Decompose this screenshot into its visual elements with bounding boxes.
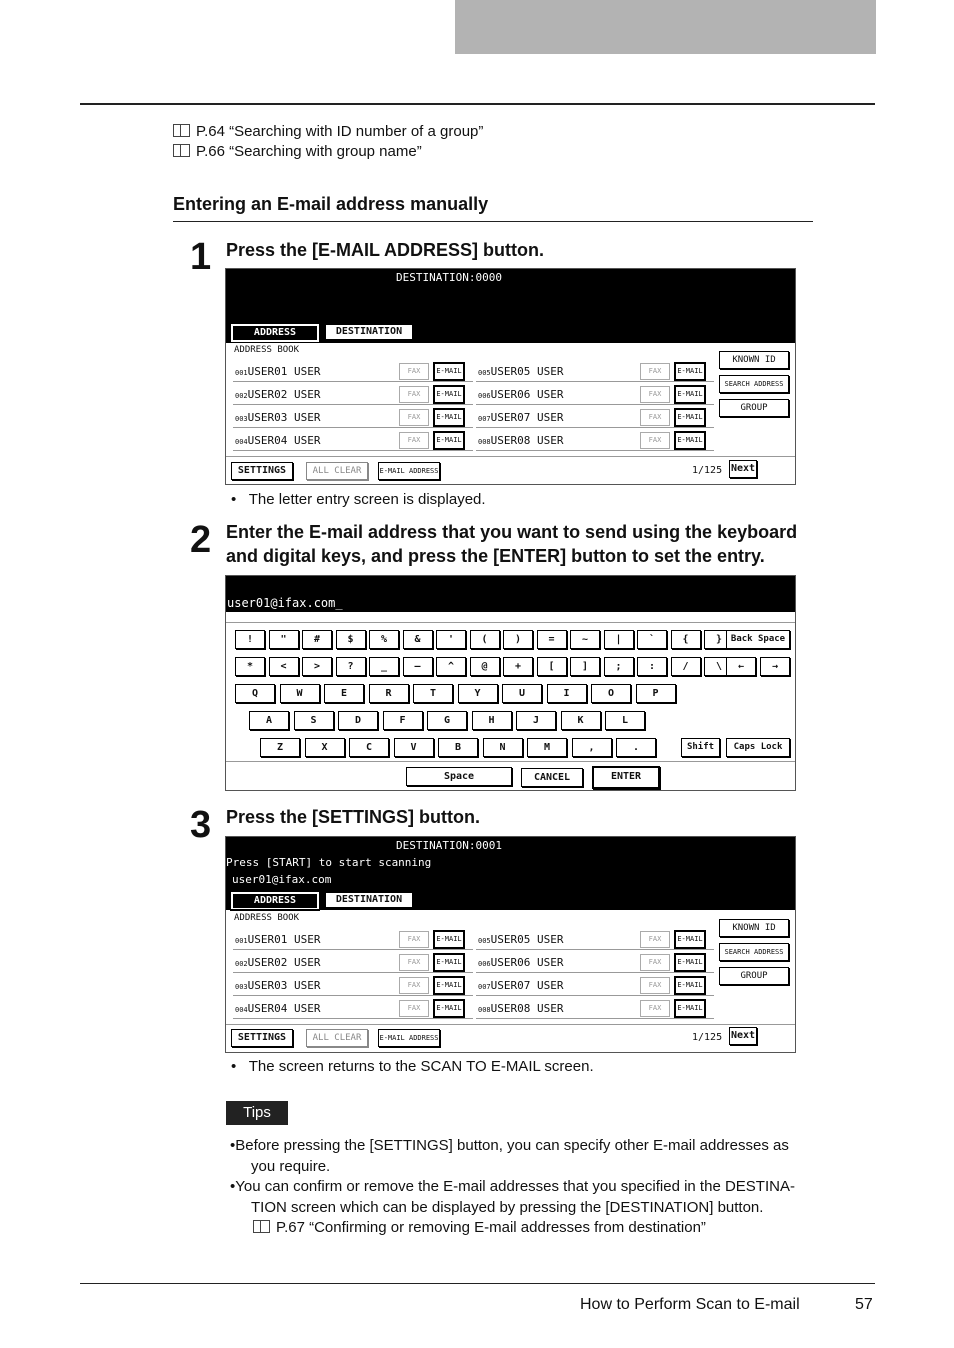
- keyboard-key[interactable]: K: [561, 711, 601, 730]
- step-text: Enter the E-mail address that you want to send using the keyboard and digital keys, and press the [ENTER] button to set the entry.: [226, 522, 798, 566]
- fax-button[interactable]: FAX: [640, 386, 670, 403]
- fax-button[interactable]: FAX: [640, 954, 670, 971]
- keyboard-key[interactable]: (: [470, 630, 500, 649]
- entry-name: USER08 USER: [490, 434, 564, 447]
- fax-button[interactable]: FAX: [399, 363, 429, 380]
- entry-name: USER02 USER: [247, 388, 321, 401]
- book-icon: [173, 144, 190, 157]
- fax-button[interactable]: FAX: [640, 432, 670, 449]
- keyboard-key[interactable]: P: [636, 684, 676, 703]
- keyboard-key[interactable]: ~: [570, 630, 600, 649]
- entry-label: [478, 1002, 564, 1015]
- keyboard-key[interactable]: T: [413, 684, 453, 703]
- keyboard-key[interactable]: A: [249, 711, 289, 730]
- group-button[interactable]: GROUP: [719, 967, 789, 985]
- fax-button[interactable]: FAX: [399, 1000, 429, 1017]
- entry-name: USER08 USER: [490, 1002, 564, 1015]
- address-entry[interactable]: [233, 930, 473, 950]
- keyboard-key[interactable]: }: [704, 630, 734, 649]
- tip-item: •Before pressing the [SETTINGS] button, you can specify other E-mail addresses as you require.: [230, 1137, 789, 1175]
- step-number: 2: [190, 519, 210, 561]
- entry-label: [235, 434, 321, 447]
- all-clear-button[interactable]: ALL CLEAR: [306, 1029, 368, 1047]
- address-entry[interactable]: [476, 362, 714, 382]
- entry-name: USER06 USER: [490, 956, 564, 969]
- address-book-label: ADDRESS BOOK: [234, 913, 300, 923]
- address-entry[interactable]: [233, 999, 473, 1019]
- keyboard-key[interactable]: <: [269, 657, 299, 676]
- keyboard-key[interactable]: S: [294, 711, 334, 730]
- email-button[interactable]: E-MAIL: [674, 408, 706, 427]
- address-entry[interactable]: [233, 976, 473, 996]
- entry-number: 003: [235, 983, 248, 991]
- left-arrow-key[interactable]: ←: [726, 657, 756, 676]
- address-entry[interactable]: [233, 408, 473, 428]
- email-address-button[interactable]: E-MAIL ADDRESS: [378, 462, 440, 480]
- entry-number: 004: [235, 1006, 248, 1014]
- email-button[interactable]: E-MAIL: [674, 999, 706, 1018]
- keyboard-key[interactable]: /: [671, 657, 701, 676]
- email-button[interactable]: E-MAIL: [433, 385, 465, 404]
- entry-label: [235, 979, 321, 992]
- reference-link[interactable]: P.64 “Searching with ID number of a group”: [173, 122, 483, 142]
- keyboard-key[interactable]: {: [671, 630, 701, 649]
- keyboard-key[interactable]: =: [537, 630, 567, 649]
- group-button[interactable]: GROUP: [719, 399, 789, 417]
- entry-name: USER07 USER: [490, 411, 564, 424]
- entry-number: 003: [235, 415, 248, 423]
- address-entry[interactable]: [233, 953, 473, 973]
- keyboard-key[interactable]: >: [302, 657, 332, 676]
- email-address-button[interactable]: E-MAIL ADDRESS: [378, 1029, 440, 1047]
- keyboard-key[interactable]: \: [704, 657, 734, 676]
- entry-label: [478, 933, 564, 946]
- scan-message: Press [START] to start scanning: [226, 856, 432, 869]
- fax-button[interactable]: FAX: [399, 977, 429, 994]
- email-button[interactable]: E-MAIL: [674, 362, 706, 381]
- keyboard-key[interactable]: ,: [572, 738, 612, 757]
- fax-button[interactable]: FAX: [640, 409, 670, 426]
- entry-number: 007: [478, 415, 491, 423]
- address-entry[interactable]: [476, 408, 714, 428]
- keyboard-key[interactable]: _: [369, 657, 399, 676]
- address-entry[interactable]: [233, 431, 473, 451]
- keyboard-key[interactable]: V: [394, 738, 434, 757]
- header-bar: [455, 0, 876, 54]
- keyboard-key[interactable]: R: [369, 684, 409, 703]
- address-entry[interactable]: [233, 362, 473, 382]
- tab-destination[interactable]: DESTINATION: [324, 891, 414, 909]
- address-entry[interactable]: [476, 385, 714, 405]
- entry-number: 002: [235, 960, 248, 968]
- panel-divider: [226, 909, 795, 910]
- fax-button[interactable]: FAX: [399, 954, 429, 971]
- next-button[interactable]: Next: [729, 460, 757, 478]
- keyboard-key[interactable]: Q: [235, 684, 275, 703]
- keyboard-key[interactable]: ^: [436, 657, 466, 676]
- keyboard-bottom-rule: [226, 761, 795, 762]
- entry-name: USER04 USER: [247, 434, 321, 447]
- entry-label: [235, 1002, 321, 1015]
- keyboard-key[interactable]: !: [235, 630, 265, 649]
- entry-label: [478, 388, 564, 401]
- keyboard-key[interactable]: —: [403, 657, 433, 676]
- backspace-key[interactable]: Back Space: [726, 630, 790, 649]
- keyboard-key[interactable]: ): [503, 630, 533, 649]
- keyboard-key[interactable]: J: [516, 711, 556, 730]
- keyboard-key[interactable]: *: [235, 657, 265, 676]
- entry-number: 006: [478, 392, 491, 400]
- step-number: 3: [190, 804, 210, 846]
- entry-name: USER04 USER: [247, 1002, 321, 1015]
- keyboard-key[interactable]: [: [537, 657, 567, 676]
- step-text: Press the [SETTINGS] button.: [226, 807, 481, 827]
- known-id-button[interactable]: KNOWN ID: [719, 351, 789, 369]
- entry-label: [235, 365, 321, 378]
- email-button[interactable]: E-MAIL: [674, 385, 706, 404]
- reference-link[interactable]: P.66 “Searching with group name”: [173, 142, 422, 162]
- keyboard-key[interactable]: Z: [260, 738, 300, 757]
- keyboard-key[interactable]: |: [604, 630, 634, 649]
- entry-number: 008: [478, 438, 491, 446]
- section-rule: [173, 221, 813, 222]
- address-entry[interactable]: [476, 953, 714, 973]
- entry-label: [235, 956, 321, 969]
- entry-label: [478, 956, 564, 969]
- keyboard-key[interactable]: :: [637, 657, 667, 676]
- email-input-value[interactable]: user01@ifax.com_: [227, 596, 343, 610]
- keyboard-key[interactable]: E: [324, 684, 364, 703]
- settings-button[interactable]: SETTINGS: [231, 462, 293, 480]
- keyboard-key[interactable]: W: [280, 684, 320, 703]
- entry-name: USER05 USER: [490, 933, 564, 946]
- email-button[interactable]: E-MAIL: [433, 953, 465, 972]
- entry-number: 002: [235, 392, 248, 400]
- entry-number: 004: [235, 438, 248, 446]
- next-button[interactable]: Next: [729, 1027, 757, 1045]
- keyboard-key[interactable]: ?: [336, 657, 366, 676]
- keyboard-key[interactable]: I: [547, 684, 587, 703]
- entry-number: 007: [478, 983, 491, 991]
- caps-lock-key[interactable]: Caps Lock: [726, 738, 790, 757]
- section-title: Entering an E-mail address manually: [173, 194, 489, 214]
- entry-number: 001: [235, 937, 248, 945]
- entry-label: [478, 365, 564, 378]
- known-id-button[interactable]: KNOWN ID: [719, 919, 789, 937]
- entry-name: USER05 USER: [490, 365, 564, 378]
- email-button[interactable]: E-MAIL: [433, 362, 465, 381]
- footer-divider: [226, 1024, 795, 1025]
- keyboard-key[interactable]: H: [472, 711, 512, 730]
- step-note: • The letter entry screen is displayed.: [231, 491, 486, 508]
- address-book-label: ADDRESS BOOK: [234, 345, 300, 355]
- keyboard-key[interactable]: D: [338, 711, 378, 730]
- destination-count: DESTINATION:0000: [396, 271, 502, 284]
- panel-divider: [226, 342, 795, 343]
- entry-name: USER03 USER: [247, 411, 321, 424]
- tip-item: •You can confirm or remove the E-mail addresses that you specified in the DESTINA- TION screen which can be displayed by pressing the [DESTINATION] button. P.67 “Confirming or removing E-mail addresses from destination”: [230, 1177, 870, 1239]
- fax-button[interactable]: FAX: [399, 386, 429, 403]
- keyboard-key[interactable]: B: [438, 738, 478, 757]
- book-icon: [173, 124, 190, 137]
- keyboard-key[interactable]: X: [305, 738, 345, 757]
- enter-button[interactable]: ENTER: [592, 766, 660, 789]
- entry-label: [235, 388, 321, 401]
- entry-label: [478, 434, 564, 447]
- email-button[interactable]: E-MAIL: [433, 431, 465, 450]
- reference-link[interactable]: P.67 “Confirming or removing E-mail addresses from destination”: [230, 1218, 870, 1239]
- entry-name: USER07 USER: [490, 979, 564, 992]
- address-entry[interactable]: [233, 385, 473, 405]
- tab-address[interactable]: ADDRESS: [231, 324, 319, 342]
- footer-divider: [226, 456, 795, 457]
- keyboard-key[interactable]: ;: [604, 657, 634, 676]
- entry-number: 006: [478, 960, 491, 968]
- keyboard-key[interactable]: L: [605, 711, 645, 730]
- email-button[interactable]: E-MAIL: [674, 431, 706, 450]
- keyboard-key[interactable]: Y: [458, 684, 498, 703]
- email-button[interactable]: E-MAIL: [433, 999, 465, 1018]
- search-address-button[interactable]: SEARCH ADDRESS: [719, 943, 789, 961]
- fax-button[interactable]: FAX: [640, 977, 670, 994]
- entry-number: 005: [478, 369, 491, 377]
- fax-button[interactable]: FAX: [399, 432, 429, 449]
- cancel-button[interactable]: CANCEL: [521, 768, 583, 787]
- tab-destination[interactable]: DESTINATION: [324, 323, 414, 341]
- entry-name: USER01 USER: [247, 365, 321, 378]
- entry-name: USER03 USER: [247, 979, 321, 992]
- keyboard-key[interactable]: ": [269, 630, 299, 649]
- email-button[interactable]: E-MAIL: [433, 930, 465, 949]
- keyboard-key[interactable]: .: [616, 738, 656, 757]
- address-book-screen-updated: [225, 836, 796, 1053]
- page-number: 57: [855, 1296, 873, 1313]
- entry-name: USER01 USER: [247, 933, 321, 946]
- keyboard-key[interactable]: F: [383, 711, 423, 730]
- destination-count: DESTINATION:0001: [396, 839, 502, 852]
- right-arrow-key[interactable]: →: [760, 657, 790, 676]
- step-text: Press the [E-MAIL ADDRESS] button.: [226, 240, 545, 260]
- entry-name: USER06 USER: [490, 388, 564, 401]
- entry-number: 005: [478, 937, 491, 945]
- fax-button[interactable]: FAX: [640, 931, 670, 948]
- keyboard-key[interactable]: U: [502, 684, 542, 703]
- fax-button[interactable]: FAX: [640, 363, 670, 380]
- keyboard-key[interactable]: C: [349, 738, 389, 757]
- all-clear-button[interactable]: ALL CLEAR: [306, 462, 368, 480]
- keyboard-key[interactable]: +: [503, 657, 533, 676]
- entry-label: [478, 411, 564, 424]
- page-indicator: 1/125: [692, 1032, 723, 1043]
- email-button[interactable]: E-MAIL: [674, 953, 706, 972]
- book-icon: [253, 1220, 270, 1233]
- keyboard-key[interactable]: %: [369, 630, 399, 649]
- fax-button[interactable]: FAX: [399, 931, 429, 948]
- keyboard-key[interactable]: @: [470, 657, 500, 676]
- fax-button[interactable]: FAX: [640, 1000, 670, 1017]
- letter-entry-screen: [225, 575, 796, 791]
- keyboard-key[interactable]: $: [336, 630, 366, 649]
- top-rule: [80, 103, 875, 105]
- entry-label: [235, 411, 321, 424]
- address-entry[interactable]: [476, 431, 714, 451]
- entry-label: [478, 979, 564, 992]
- settings-button[interactable]: SETTINGS: [231, 1029, 293, 1047]
- email-button[interactable]: E-MAIL: [674, 930, 706, 949]
- email-button[interactable]: E-MAIL: [674, 976, 706, 995]
- address-entry[interactable]: [476, 930, 714, 950]
- search-address-button[interactable]: SEARCH ADDRESS: [719, 375, 789, 393]
- keyboard-key[interactable]: `: [637, 630, 667, 649]
- keyboard-key[interactable]: M: [527, 738, 567, 757]
- keyboard: [226, 576, 795, 790]
- keyboard-key[interactable]: G: [427, 711, 467, 730]
- address-book-screen: [225, 268, 796, 485]
- keyboard-key[interactable]: #: [302, 630, 332, 649]
- entry-number: 008: [478, 1006, 491, 1014]
- address-entry[interactable]: [476, 999, 714, 1019]
- keyboard-key[interactable]: &: [403, 630, 433, 649]
- email-button[interactable]: E-MAIL: [433, 408, 465, 427]
- entry-name: USER02 USER: [247, 956, 321, 969]
- entry-label: [235, 933, 321, 946]
- entry-number: 001: [235, 369, 248, 377]
- keyboard-key[interactable]: ]: [570, 657, 600, 676]
- address-entry[interactable]: [476, 976, 714, 996]
- tips-label: Tips: [226, 1101, 288, 1125]
- email-button[interactable]: E-MAIL: [433, 976, 465, 995]
- tab-address[interactable]: ADDRESS: [231, 892, 319, 910]
- page-indicator: 1/125: [692, 465, 723, 476]
- step-number: 1: [190, 236, 210, 278]
- fax-button[interactable]: FAX: [399, 409, 429, 426]
- keyboard-key[interactable]: N: [483, 738, 523, 757]
- keyboard-key[interactable]: ': [436, 630, 466, 649]
- destination-address: user01@ifax.com: [232, 873, 332, 886]
- shift-key[interactable]: Shift: [681, 738, 720, 757]
- space-key[interactable]: Space: [406, 767, 512, 786]
- keyboard-key[interactable]: O: [591, 684, 631, 703]
- footer-title: How to Perform Scan to E-mail: [580, 1296, 800, 1313]
- footer-rule: [80, 1283, 875, 1284]
- step-note: • The screen returns to the SCAN TO E-MAIL screen.: [231, 1058, 594, 1075]
